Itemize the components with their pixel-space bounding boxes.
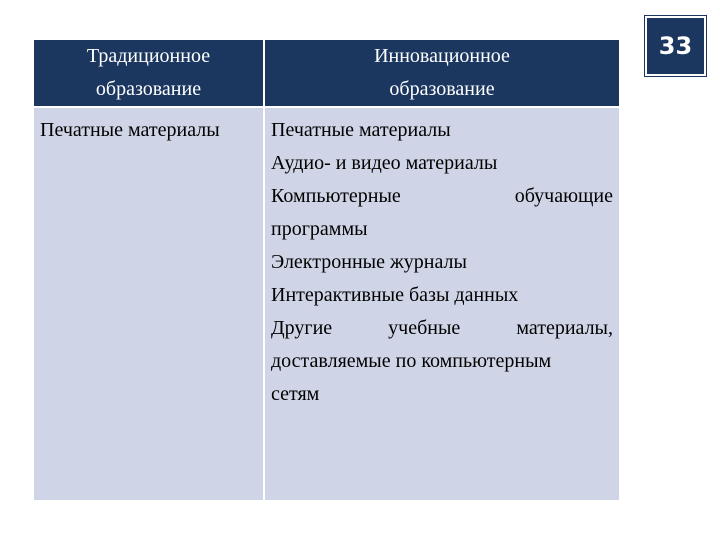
- page-number: 33: [658, 32, 693, 60]
- table-row: [34, 107, 619, 500]
- list-item: Компьютерные обучающие: [271, 185, 613, 207]
- list-item-continued: доставляемые по компьютерным: [271, 350, 552, 372]
- cell-traditional-materials: [34, 107, 264, 500]
- list-item-continued: сетям: [271, 383, 320, 405]
- header-traditional: Традиционное образование: [34, 40, 264, 107]
- list-item: Печатные материалы: [271, 119, 451, 141]
- cell-innovative-materials: [264, 107, 619, 500]
- list-item: Аудио- и видео материалы: [271, 152, 498, 174]
- list-item: Другие учебные материалы,: [271, 317, 613, 339]
- list-item: Интерактивные базы данных: [271, 284, 519, 306]
- table-header-row: [34, 40, 619, 107]
- header-innovative: Инновационное образование: [264, 40, 619, 107]
- list-item: Печатные материалы: [40, 119, 220, 141]
- comparison-table: [34, 40, 619, 500]
- page-number-badge: [645, 16, 706, 76]
- list-item-continued: программы: [271, 218, 368, 240]
- list-item: Электронные журналы: [271, 251, 467, 273]
